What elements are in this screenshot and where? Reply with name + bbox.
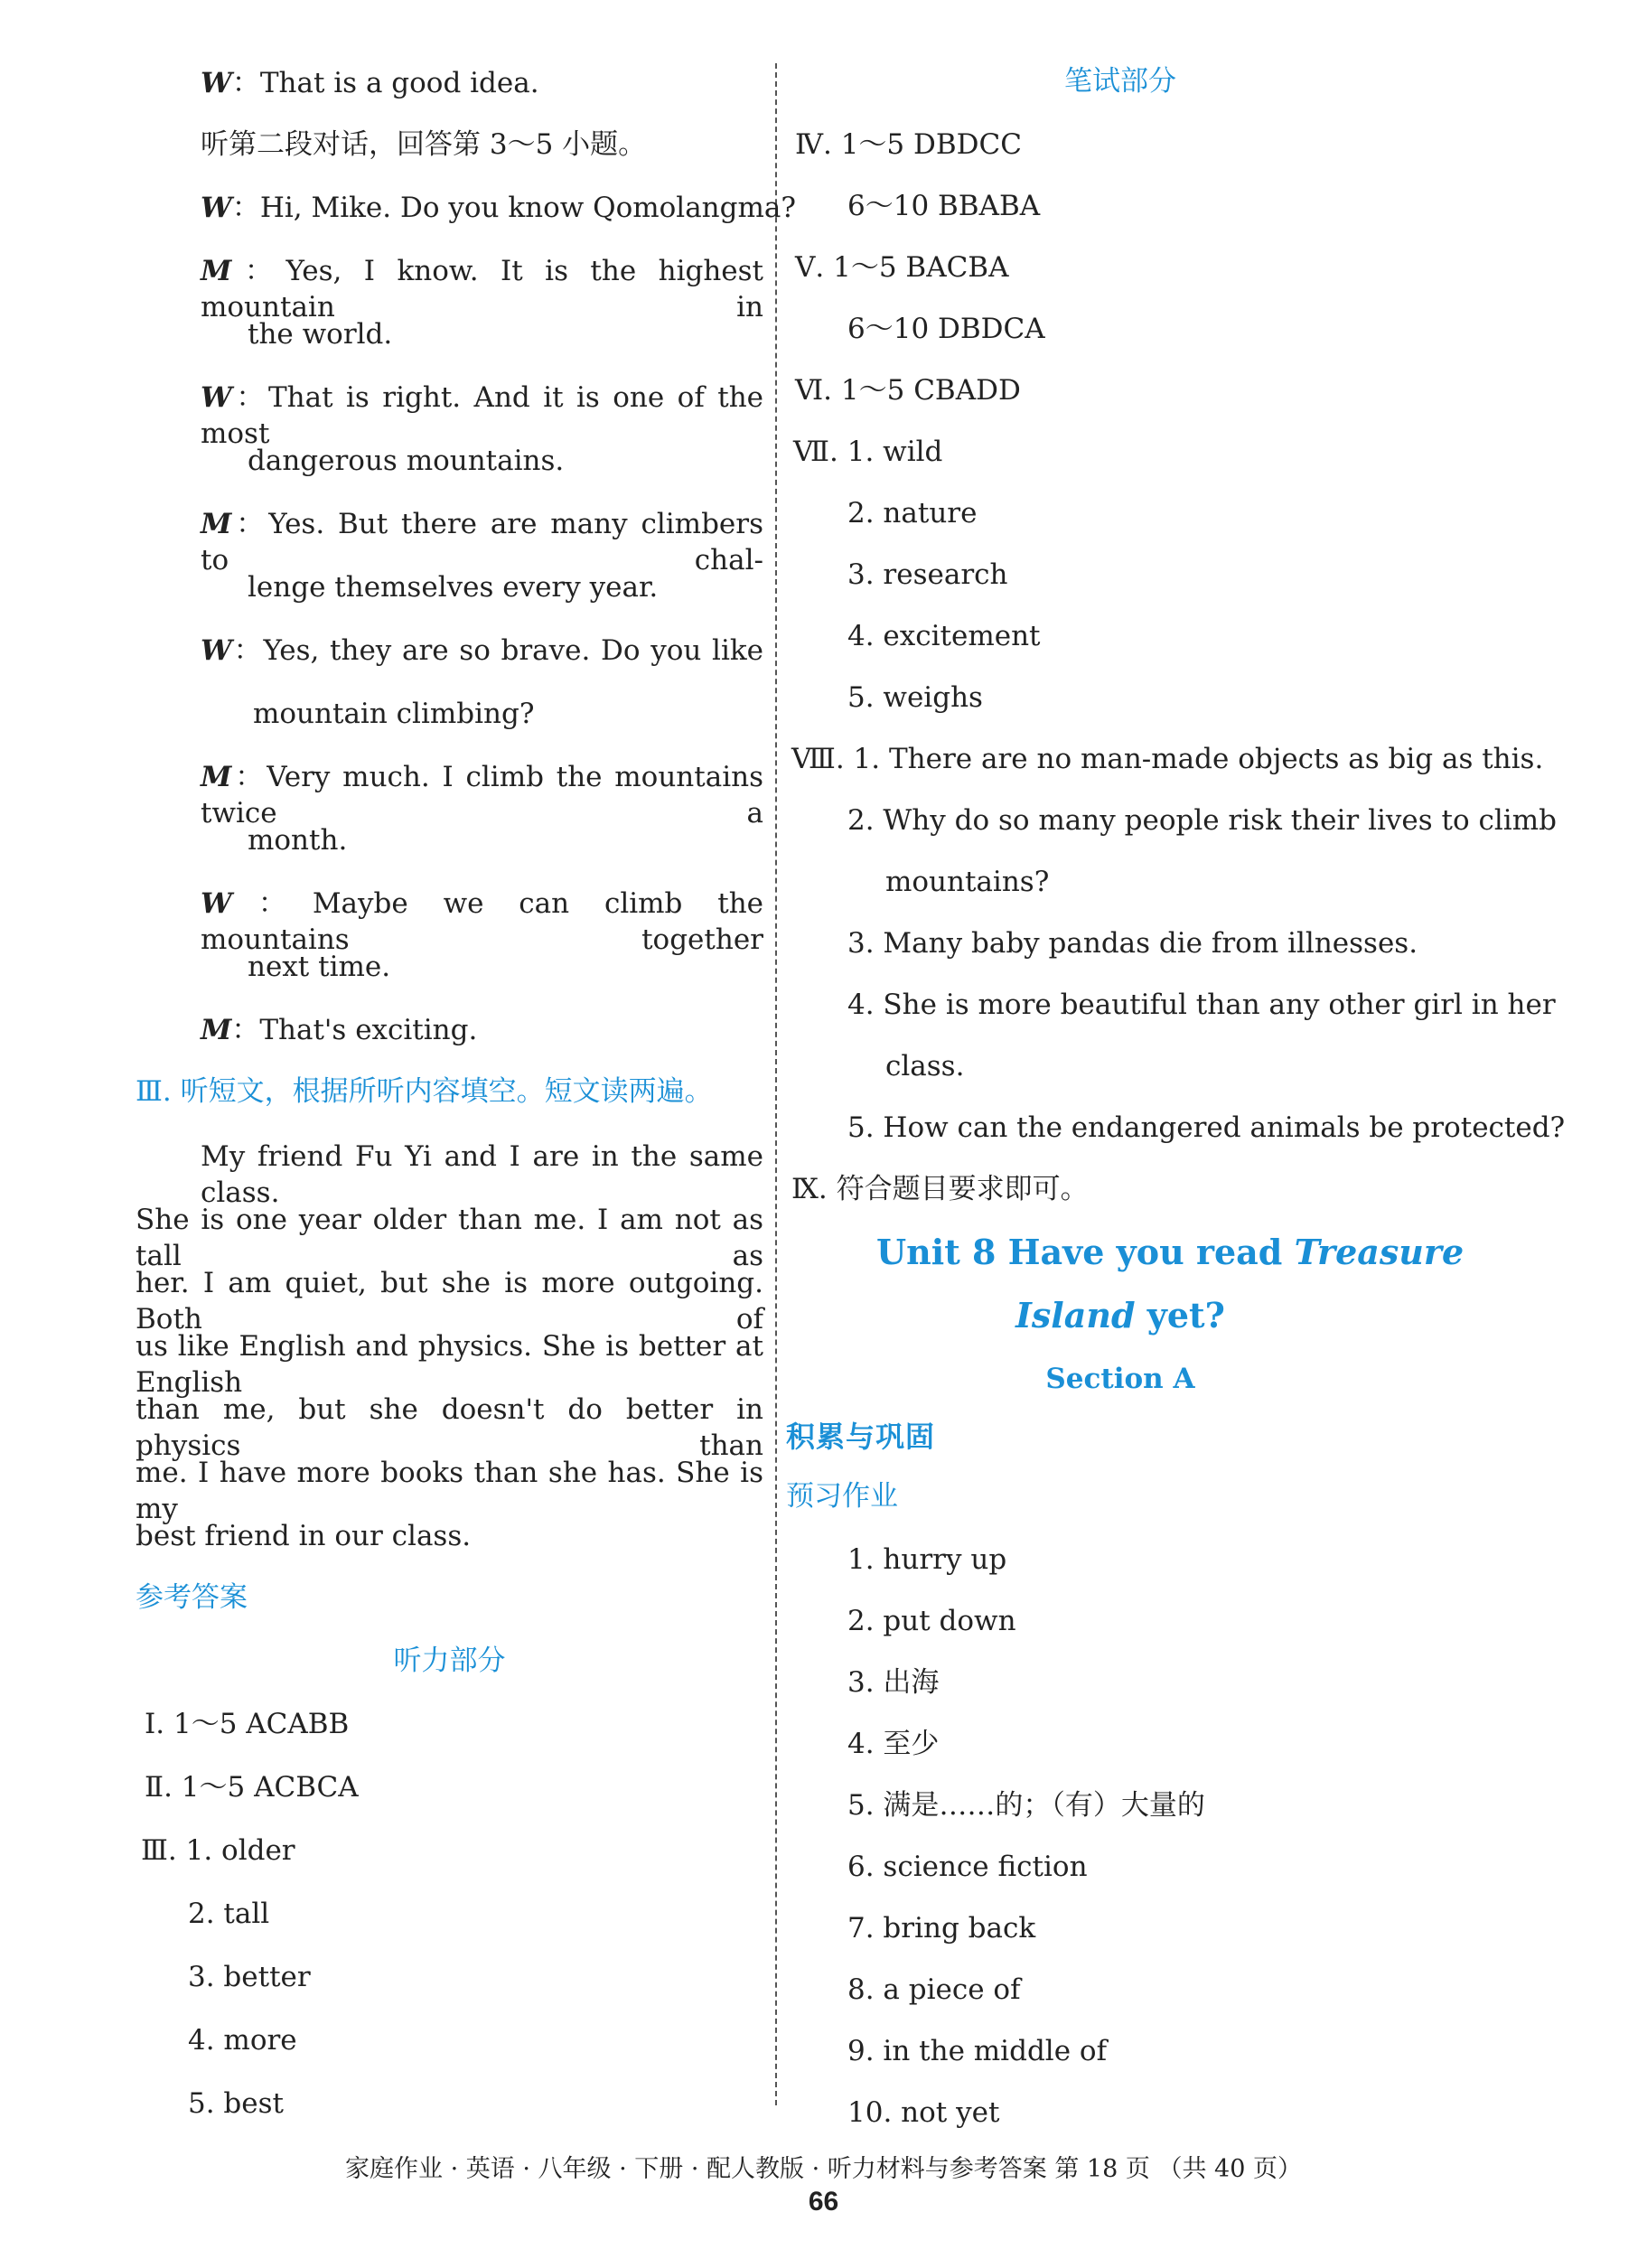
- answer-row: 2. nature: [847, 497, 978, 530]
- dialogue-line: W：Yes, they are so brave. Do you like: [201, 634, 764, 667]
- preview-item: 1. hurry up: [847, 1543, 1007, 1576]
- dialogue-line: W：That is a good idea.: [201, 67, 539, 99]
- passage-line: She is one year older than me. I am not as tall as: [136, 1204, 763, 1272]
- page-number: 66: [808, 2187, 839, 2216]
- answer-row: Ⅱ. 1～5 ACBCA: [145, 1771, 359, 1804]
- preview-item: 6. science fiction: [847, 1851, 1088, 1883]
- dialogue-line: W：Maybe we can climb the mountains together: [201, 887, 764, 956]
- answer-row: Ⅴ. 1～5 BACBA: [795, 251, 1009, 284]
- answer-row: 5. How can the endangered animals be protected?: [847, 1111, 1566, 1144]
- answer-row: mountains?: [885, 866, 1050, 898]
- section-3-heading: Ⅲ. 听短文，根据所听内容填空。短文读两遍。: [136, 1075, 713, 1108]
- answer-row: 5. best: [188, 2087, 284, 2120]
- answer-row: 2. Why do so many people risk their lives to climb: [847, 804, 1557, 837]
- preview-item: 9. in the middle of: [847, 2035, 1108, 2067]
- dialogue-line-cont: month.: [248, 824, 348, 857]
- answer-row: Ⅸ. 符合题目要求即可。: [791, 1173, 1089, 1205]
- answer-row: class.: [885, 1050, 965, 1082]
- answer-row: 4. She is more beautiful than any other girl in her: [847, 989, 1556, 1021]
- answer-row: Ⅲ. 1. older: [141, 1834, 295, 1867]
- passage-line: than me, but she doesn't do better in physics than: [136, 1393, 763, 1462]
- dialogue-line-cont: next time.: [248, 951, 391, 983]
- written-part-heading: 笔试部分: [1064, 65, 1176, 98]
- preview-item: 4. 至少: [847, 1728, 940, 1760]
- section-a-heading: Section A: [1045, 1363, 1195, 1395]
- preview-item: 10. not yet: [847, 2096, 1000, 2129]
- preview-item: 2. put down: [847, 1605, 1016, 1637]
- page-footer: 家庭作业 · 英语 · 八年级 · 下册 · 配人教版 · 听力材料与参考答案 第 18 页 （共 40 页）: [345, 2155, 1302, 2183]
- dialogue-line: M：That's exciting.: [201, 1014, 478, 1046]
- preview-item: 3. 出海: [847, 1666, 940, 1699]
- dialogue-line: M：Very much. I climb the mountains twice a: [201, 761, 764, 829]
- answer-row: 3. research: [847, 558, 1008, 591]
- unit-title-cont: Island yet?: [1015, 1295, 1225, 1335]
- answer-row: 4. excitement: [847, 620, 1041, 652]
- answer-row: Ⅶ. 1. wild: [793, 436, 943, 468]
- instruction-2: 听第二段对话，回答第 3～5 小题。: [201, 128, 647, 161]
- answer-row: 3. Many baby pandas die from illnesses.: [847, 927, 1418, 960]
- listening-part-heading: 听力部分: [393, 1645, 506, 1677]
- preview-item: 8. a piece of: [847, 1973, 1021, 2006]
- preview-homework-heading: 预习作业: [786, 1480, 898, 1513]
- answer-row: Ⅰ. 1～5 ACABB: [145, 1708, 350, 1740]
- passage-line: me. I have more books than she has. She is my: [136, 1457, 763, 1525]
- answer-row: 2. tall: [188, 1898, 270, 1930]
- dialogue-line: W：That is right. And it is one of the most: [201, 381, 764, 450]
- passage-line: My friend Fu Yi and I are in the same class.: [201, 1140, 763, 1209]
- answer-row: 5. weighs: [847, 681, 983, 714]
- passage-line: her. I am quiet, but she is more outgoing. Both of: [136, 1267, 763, 1335]
- dialogue-line: W：Hi, Mike. Do you know Qomolangma?: [201, 192, 796, 224]
- unit-title: Unit 8 Have you read Treasure: [876, 1232, 1465, 1272]
- column-divider: [775, 63, 777, 2105]
- answer-row: 4. more: [188, 2024, 297, 2057]
- preview-item: 5. 满是……的；（有）大量的: [847, 1789, 1205, 1822]
- dialogue-line-cont: the world.: [248, 318, 393, 351]
- answer-row: Ⅳ. 1～5 DBDCC: [795, 128, 1022, 161]
- box-title: 积累与巩固: [786, 1420, 936, 1453]
- reference-answers-heading: 参考答案: [136, 1581, 248, 1614]
- dialogue-line-cont: mountain climbing?: [253, 698, 535, 730]
- answer-row: 3. better: [188, 1961, 311, 1993]
- answer-row: 6～10 DBDCA: [847, 313, 1045, 345]
- answer-row: Ⅵ. 1～5 CBADD: [795, 374, 1021, 407]
- passage-line: us like English and physics. She is better at English: [136, 1330, 763, 1399]
- passage-line: best friend in our class.: [136, 1520, 472, 1552]
- preview-item: 7. bring back: [847, 1912, 1036, 1945]
- dialogue-line: M：Yes. But there are many climbers to chal-: [201, 508, 763, 576]
- answer-row: Ⅷ. 1. There are no man-made objects as big as this.: [791, 743, 1544, 775]
- answer-row: 6～10 BBABA: [847, 190, 1041, 222]
- dialogue-line-cont: lenge themselves every year.: [248, 571, 659, 604]
- dialogue-line: M：Yes, I know. It is the highest mountain in: [201, 255, 763, 323]
- dialogue-line-cont: dangerous mountains.: [248, 445, 565, 477]
